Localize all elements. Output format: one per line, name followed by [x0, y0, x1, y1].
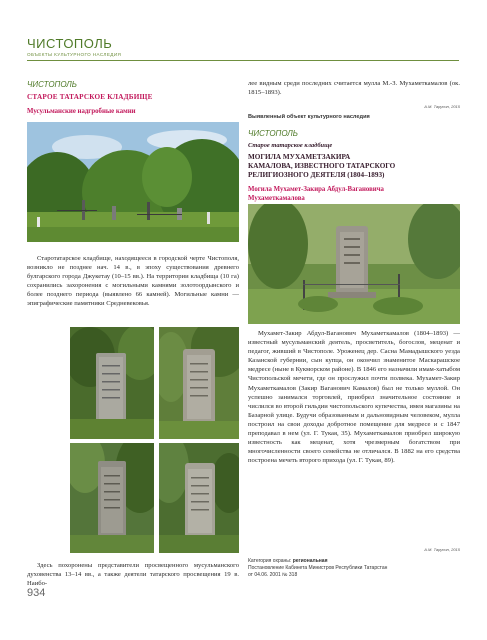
- left-bottom-text: Здесь похоронены представители просвещенного мусульманского духовенства 13–14 вв., а также деятели татарского просвещения 19 в. Наибо-: [27, 562, 239, 588]
- protection-decree: Постановление Кабинета Министров Республики Татарстан: [248, 565, 388, 571]
- right-section-title-2: КАМАЛОВА, ИЗВЕСТНОГО ТАТАРСКОГО: [248, 162, 396, 170]
- protection-decree-date: от 04.06. 2001 № 318: [248, 572, 298, 578]
- right-section-title-3: РЕЛИГИОЗНОГО ДЕЯТЕЛЯ (1804–1893): [248, 171, 385, 179]
- tombstone-photo-3: [70, 443, 154, 553]
- page-number: 934: [27, 587, 46, 599]
- right-body-text: Мухамет-Закир Абдул-Ваганович Мухаметкамалов (1804–1893) — известный мусульманский деятель, просветитель, богослов, меценат и педагог, живший в Чистополе. Уроженец дер. Сасна Мамадышского уезда Казанской губернии, сын купца, он окончил знаменитое Маскарашское медресе (ныне в Кукморском районе). В 1846 его назначили имам-хатыбом Чистопольской мечети, где он прослужил почти полвека. Мухамет-Закир Мухаметкамалов (Закир Ваганович Камалов) был не только муллой. Он успешно занимался торговлей, приобрел значительное состояние и числился во второй гильдии чистопольского купечества, имея магазины на Базарной улице. Будучи образованным и дальновидным человеком, мулла построил на свои доходы добротное помещение для медресе и с 1847 преподавал в нем (ул. Г. Тукая, 35). Мухаметкамалов приобрел широкую известность как меценат, хотя чрезмерным богатством при многочисленности своего семейства не отличался. В 1882 на его средства построена мечеть второго прихода (ул. Г. Тукая, 89).: [248, 330, 460, 465]
- right-section-subtitle-1: Могила Мухамет-Закира Абдул-Вагановича: [248, 186, 384, 193]
- photo-credit-bottom: А.М. Тарунин, 2015: [424, 547, 460, 552]
- protection-info: [248, 558, 460, 579]
- protection-category-value: региональная: [292, 558, 328, 564]
- left-body-text: Старотатарское кладбище, находящееся в городской черте Чистополя, возникло не позднее нач. 14 в., в эпоху существования древнего булгарского города Джукетау (10–15 вв.). На территории кладбища (10 га) сохранились захоронения с могильными камнями золотоордынского и более позднего периода (выявлено 66 камней). Могильные камни — эпиграфические памятники Средневековья.: [27, 255, 239, 308]
- left-section-subtitle: Мусульманские надгробные камни: [27, 108, 136, 115]
- header-rule: [27, 60, 459, 61]
- right-section-subtitle-2: Мухаметкамалова: [248, 195, 305, 202]
- running-header-subtitle: ОБЪЕКТЫ КУЛЬТУРНОГО НАСЛЕДИЯ: [27, 52, 122, 57]
- photo-credit-top: А.М. Тарунин, 2015: [424, 104, 460, 109]
- left-section-title: СТАРОЕ ТАТАРСКОЕ КЛАДБИЩЕ: [27, 93, 153, 101]
- right-section-label: ЧИСТОПОЛЬ: [248, 129, 298, 138]
- right-section-title-1: МОГИЛА МУХАМЕТЗАКИРА: [248, 153, 351, 161]
- running-header-title: ЧИСТОПОЛЬ: [27, 36, 113, 51]
- kamalov-grave-photo: [248, 204, 460, 324]
- tombstone-photo-1: [70, 327, 154, 439]
- cemetery-overview-photo: [27, 122, 239, 242]
- protection-category-label: Категория охраны:: [248, 558, 293, 564]
- left-section-label: ЧИСТОПОЛЬ: [27, 80, 77, 89]
- tombstone-photo-4: [159, 443, 239, 553]
- right-continuation-text: лее видным среди последних считается мулла М.-З. Мухаметкамалов (ок. 1815–1893).: [248, 80, 460, 97]
- heritage-status: Выявленный объект культурного наследия: [248, 114, 370, 120]
- right-section-sublabel: Старое татарское кладбище: [248, 142, 333, 149]
- tombstone-photo-2: [159, 327, 239, 439]
